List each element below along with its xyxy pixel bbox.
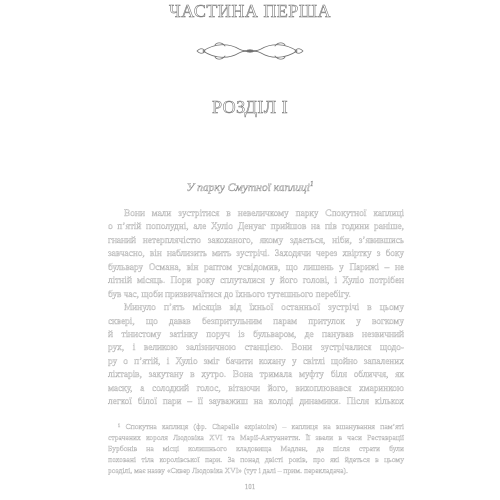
footnote-line: страчених короля Людовіка XVI та Марії-Антуанетти. Її звели в часи Реставрації xyxy=(108,433,404,442)
body-line: сквері, що давав безпритульним парам притулок у вогкому xyxy=(108,316,404,327)
footnote xyxy=(108,421,404,476)
section-heading xyxy=(0,180,500,196)
body-text xyxy=(108,208,404,410)
body-line: о п’ятій пополудні, але Хуліо Денуаг прийшов на пів години раніше, xyxy=(108,222,404,233)
body-line: ліхтарів, закутану в хутро. Вона тримала муфту біля обличчя, як xyxy=(108,370,404,381)
body-line: Вони мали зустрітися в невеличкому парку Спокутної каплиці xyxy=(124,209,404,219)
footnote-line: розділі, має назву «Сквер Людовіка XVI» (тут і далі – прим. перекладача). xyxy=(108,466,348,475)
chapter-title: РОЗДІЛ І xyxy=(211,97,289,117)
body-line: маску, а солодкий голос, вітаючи його, вихоплювався хмаринкою xyxy=(108,383,404,394)
page-number: 101 xyxy=(244,483,256,491)
body-line: й тінистому затінку поруч із бульваром, де панував незвичний xyxy=(108,329,404,340)
body-line: гнаний нетерплячістю закоханого, якому здається, ніби, з’явившись xyxy=(108,235,404,246)
section-heading-text: У парку Смутної каплиці xyxy=(186,182,310,194)
body-line: легкої білої пари – її зауважиш на колоді динамики. Після кількох xyxy=(108,397,404,408)
footnote-line: Бурбонів на місці колишнього кладовища Мадлен, де після страти були xyxy=(108,444,404,453)
part-title: ЧАСТИНА ПЕРША xyxy=(169,1,331,21)
body-line: бульвару Османа, він раптом усвідомив, що лишень у Парижі – не xyxy=(108,262,404,273)
footnote-line: поховані тіла королівської пари. За понад двісті років, про які йдеться в цьому xyxy=(108,455,404,464)
footnote-marker: 1 xyxy=(309,180,314,189)
footnote-line: ¹ Спокутна каплиця (фр. Chapelle expiatoire) – каплиця на вшанування пам’яті xyxy=(118,422,404,431)
body-line: завчасно, він наблизить мить зустрічі. Заходячи через хвіртку з боку xyxy=(108,249,404,260)
body-line: був час, щоби призвичаїтися до їхнього тутешнього перебігу. xyxy=(108,289,351,300)
flourish-divider-icon xyxy=(195,39,305,63)
body-line: Минуло п’ять місяців від їхньої останньої зустрічі в цьому xyxy=(124,303,404,314)
body-line: ру о п’ятій, і Хуліо зміг бачити кохану у світлі щойно запалених xyxy=(108,356,404,367)
body-line: рух, і великою залізничною станцією. Вони зустрічалися щодо- xyxy=(108,343,404,354)
body-line: літній місяць. Пори року сплуталися у його голові, і Хуліо потрібен xyxy=(108,276,404,287)
